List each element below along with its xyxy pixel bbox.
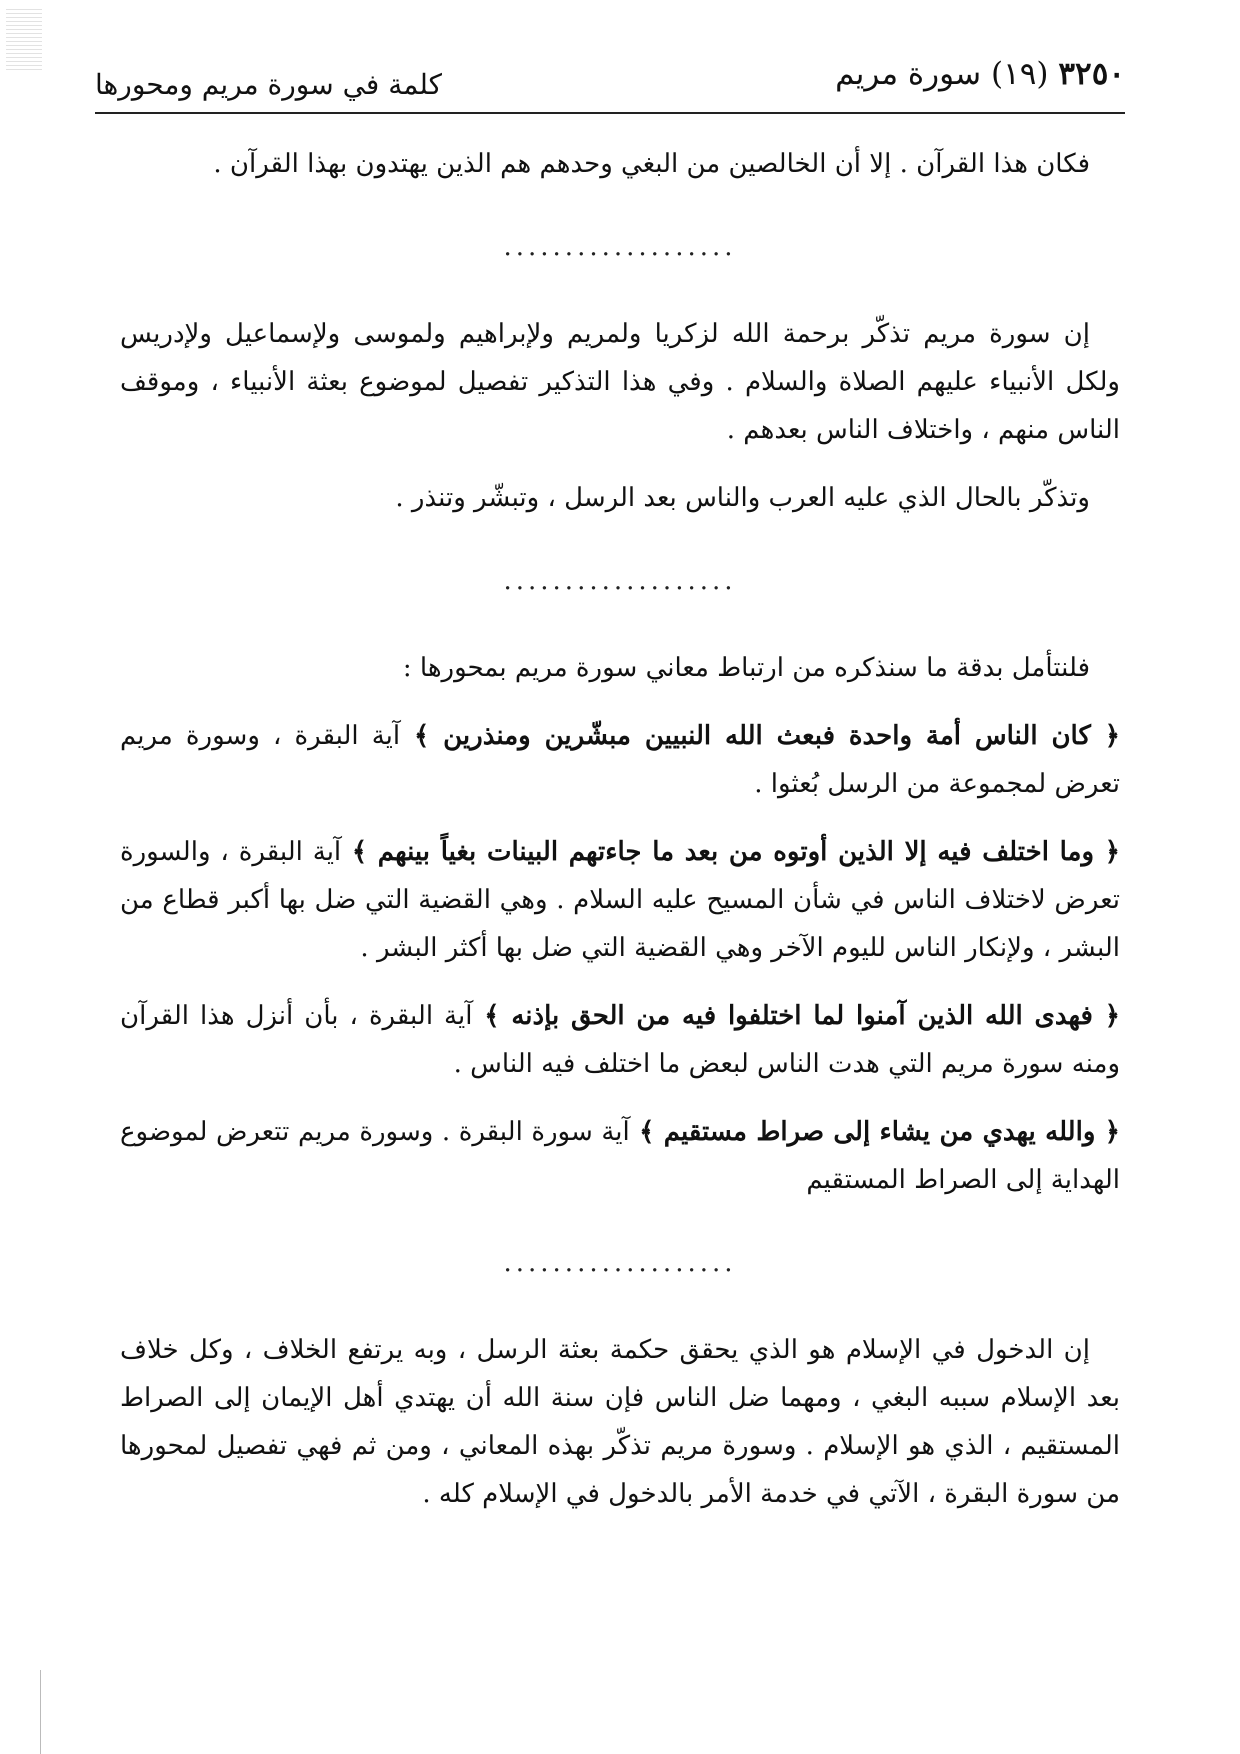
ornate-bracket-close: ﴾ [341, 837, 378, 867]
commentary-text: آية سورة البقرة . وسورة مريم تتعرض لموضوع الهداية إلى الصراط المستقيم [120, 1117, 1120, 1195]
surah-number: (١٩) [991, 56, 1049, 92]
page-header [95, 52, 1125, 114]
paragraph: فكان هذا القرآن . إلا أن الخالصين من البغي وحدهم هم الذين يهتدون بهذا القرآن . [213, 149, 1090, 179]
page-body [120, 140, 1120, 1538]
ornate-bracket-open: ﴿ [1092, 1001, 1121, 1031]
commentary-text: آية البقرة ، والسورة تعرض لاختلاف الناس في شأن المسيح عليه السلام . وهي القضية التي ضل بها أكبر قطاع من البشر ، ولإنكار الناس لليوم الآخر وهي القضية التي ضل بها أكثر البشر . [120, 837, 1120, 963]
scan-edge-line [40, 1670, 41, 1754]
header-page-info [835, 56, 1125, 92]
scan-artifact [6, 6, 42, 70]
quran-verse: كان الناس أمة واحدة فبعث الله النبيين مبشّرين ومنذرين [443, 721, 1091, 751]
verse-commentary [120, 828, 1120, 972]
dotted-separator: ................... [503, 232, 737, 262]
ornate-bracket-open: ﴿ [1095, 1117, 1120, 1147]
page-number: ٣٢٥٠ [1058, 56, 1125, 92]
paragraph: إن سورة مريم تذكّر برحمة الله لزكريا ولمريم ولإبراهيم ولموسى ولإسماعيل ولإدريس ولكل الأنبياء عليهم الصلاة والسلام . وفي هذا التذكير تفصيل لموضوع بعثة الأنبياء ، وموقف الناس منهم ، واختلاف الناس بعدهم . [120, 319, 1120, 445]
commentary-text: آية البقرة ، بأن أنزل هذا القرآن ومنه سورة مريم التي هدت الناس لبعض ما اختلف فيه الناس . [120, 1001, 1120, 1079]
running-title: كلمة في سورة مريم ومحورها [95, 68, 442, 101]
verse-commentary [120, 712, 1120, 808]
verse-commentary [120, 1108, 1120, 1204]
ornate-bracket-close: ﴾ [400, 721, 444, 751]
quran-verse: فهدى الله الذين آمنوا لما اختلفوا فيه من الحق بإذنه [511, 1001, 1093, 1031]
ornate-bracket-close: ﴾ [472, 1001, 512, 1031]
verse-commentary [120, 992, 1120, 1088]
quran-verse: وما اختلف فيه إلا الذين أوتوه من بعد ما جاءتهم البينات بغياً بينهم [377, 837, 1095, 867]
ornate-bracket-close: ﴾ [629, 1117, 664, 1147]
commentary-text: آية البقرة ، وسورة مريم تعرض لمجموعة من الرسل بُعثوا . [120, 721, 1120, 799]
quran-verse: والله يهدي من يشاء إلى صراط مستقيم [663, 1117, 1096, 1147]
dotted-separator: ................... [503, 566, 737, 596]
dotted-separator: ................... [503, 1248, 737, 1278]
ornate-bracket-open: ﴿ [1090, 721, 1120, 751]
paragraph: وتذكّر بالحال الذي عليه العرب والناس بعد الرسل ، وتبشّر وتنذر . [395, 483, 1090, 513]
surah-title: سورة مريم [835, 56, 982, 92]
ornate-bracket-open: ﴿ [1094, 837, 1120, 867]
paragraph: فلنتأمل بدقة ما سنذكره من ارتباط معاني سورة مريم بمحورها : [402, 653, 1090, 683]
paragraph: إن الدخول في الإسلام هو الذي يحقق حكمة بعثة الرسل ، وبه يرتفع الخلاف ، وكل خلاف بعد الإسلام سببه البغي ، ومهما ضل الناس فإن سنة الله أن يهتدي أهل الإيمان إلى الصراط المستقيم ، الذي هو الإسلام . وسورة مريم تذكّر بهذه المعاني ، ومن ثم فهي تفصيل لمحورها من سورة البقرة ، الآتي في خدمة الأمر بالدخول في الإسلام كله . [120, 1335, 1120, 1509]
